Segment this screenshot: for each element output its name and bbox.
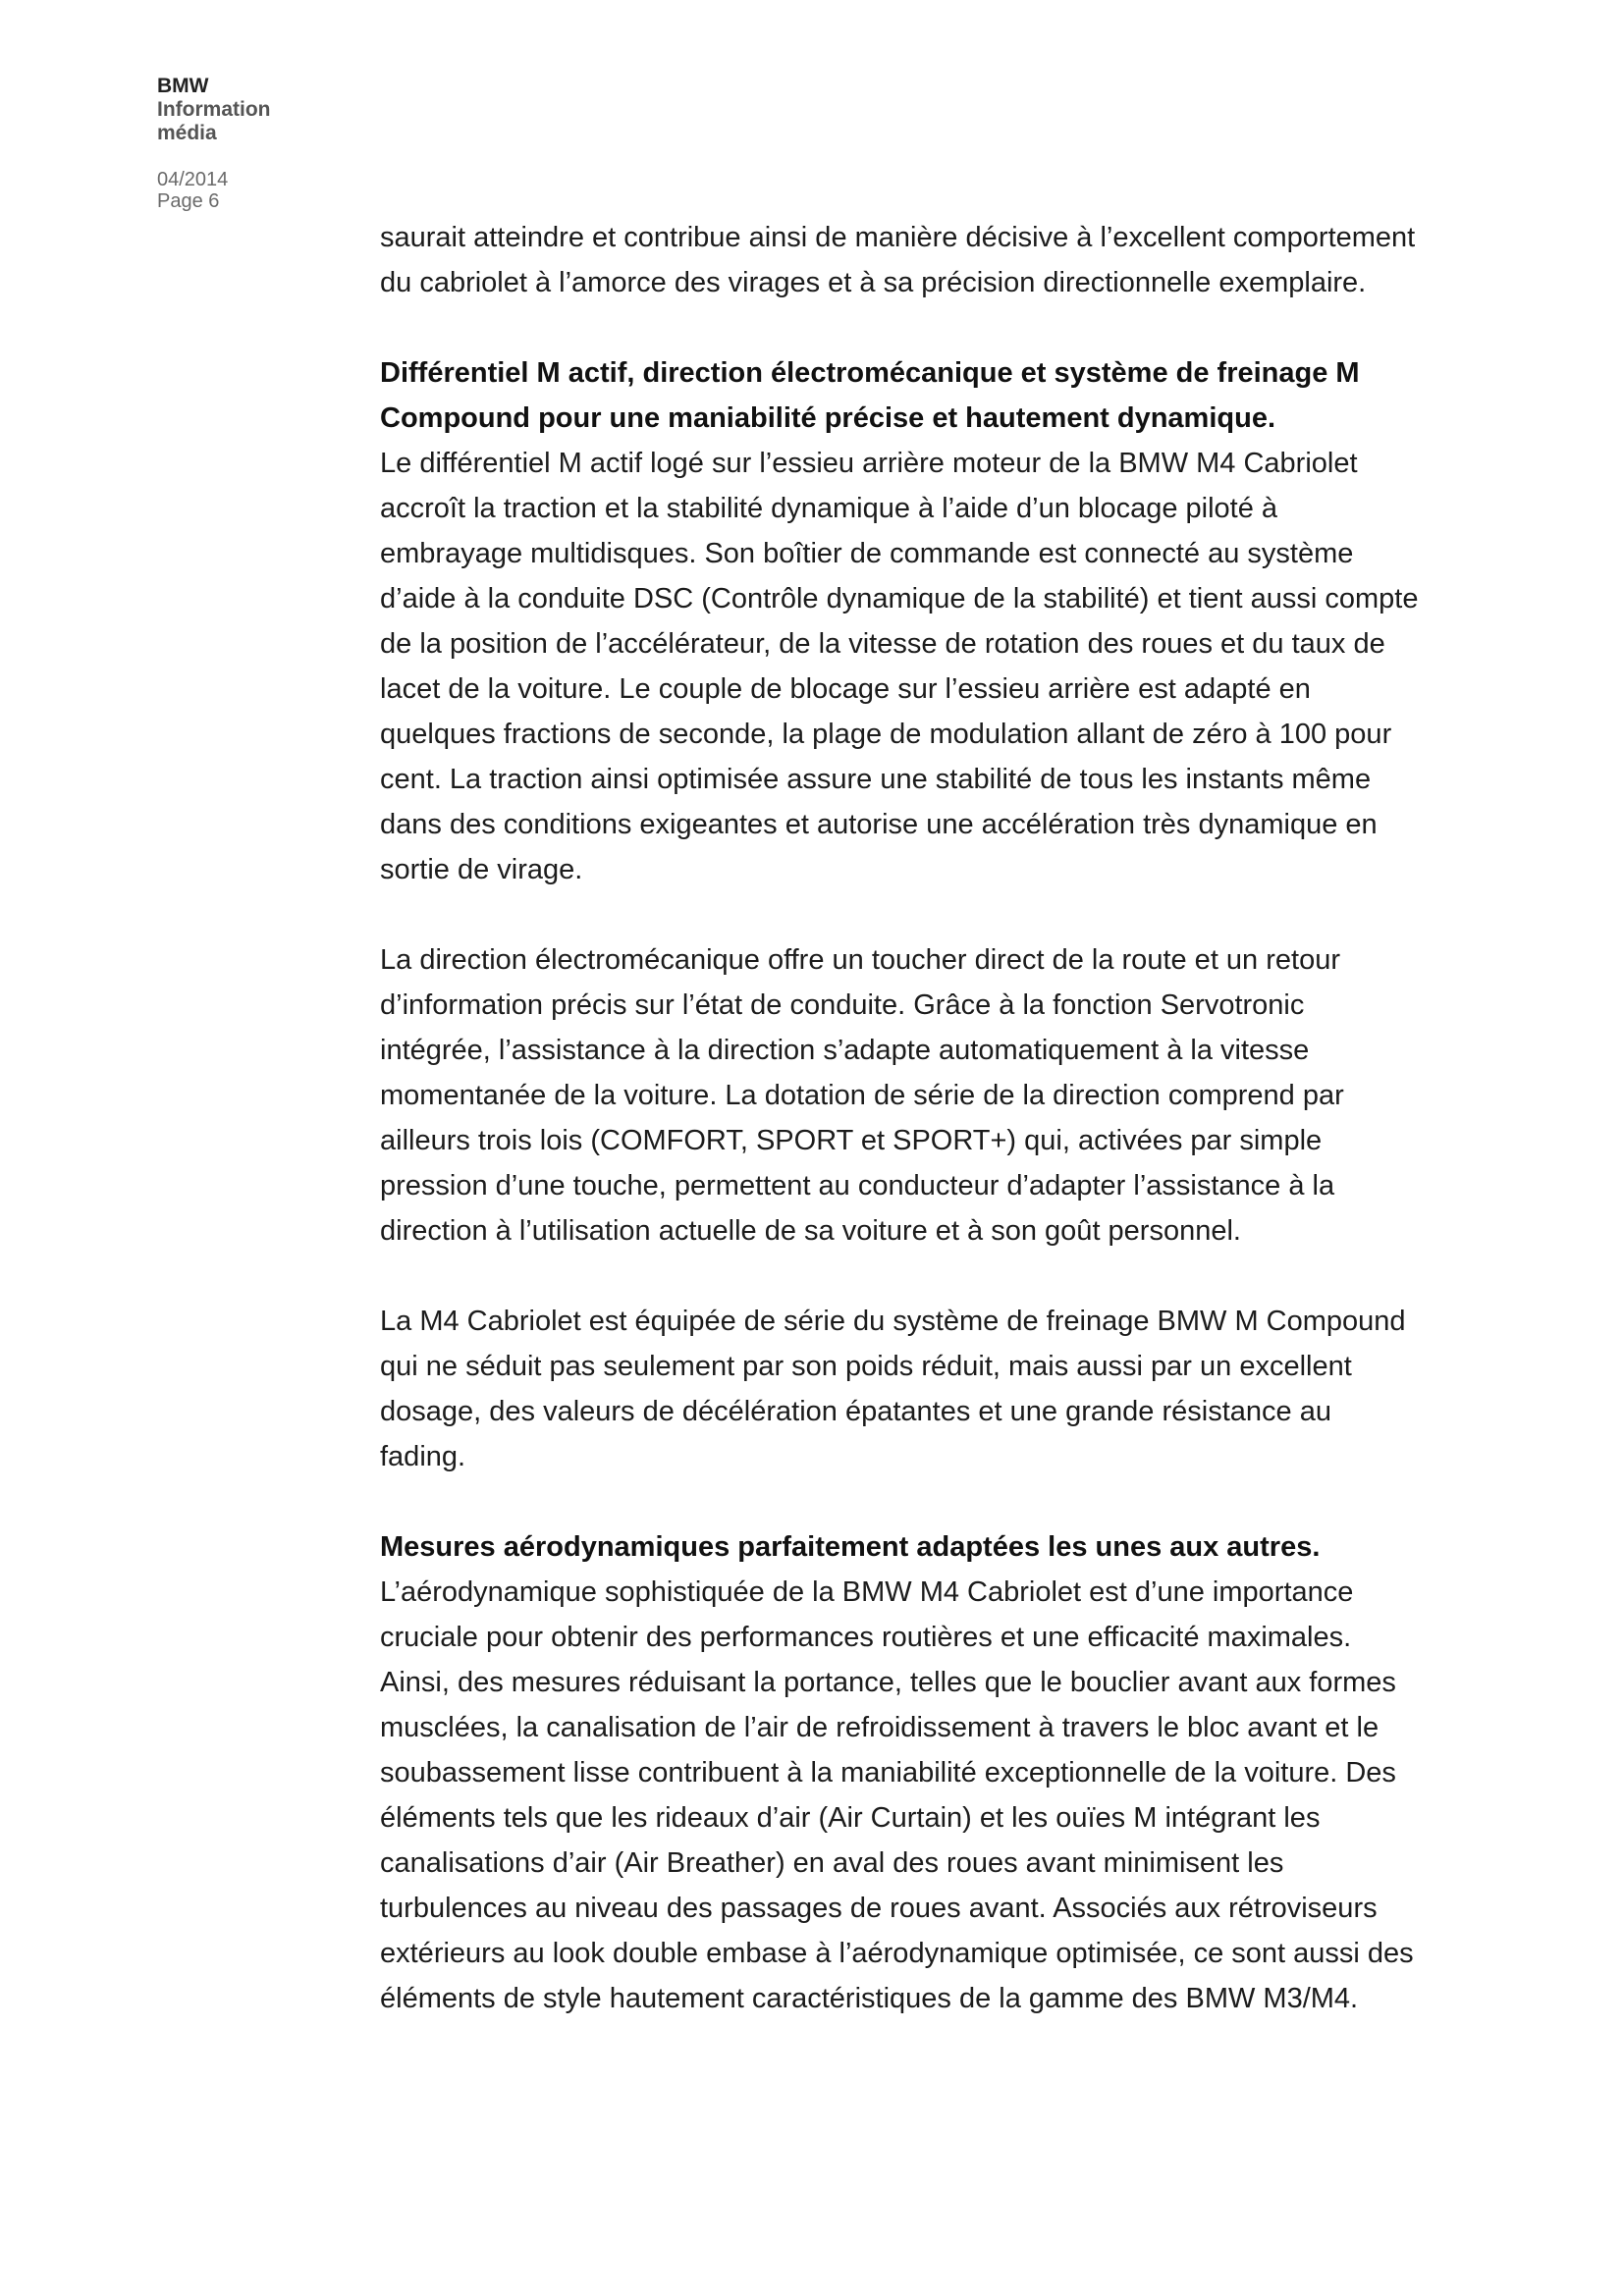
paragraph-differential: Le différentiel M actif logé sur l’essieu arrière moteur de la BMW M4 Cabriolet accroît la traction et la stabilité dynamique à l’aide d’un blocage piloté à embrayage multidisques. Son boîtier de commande est connecté au système d’aide à la conduite DSC (Contrôle dynamique de la stabilité) et tient aussi compte de la position de l’accélérateur, de la vitesse de rotation des roues et du taux de lacet de la voiture. Le couple de blocage sur l’essieu arrière est adapté en quelques fractions de seconde, la plage de modulation allant de zéro à 100 pour cent. La traction ainsi optimisée assure une stabilité de tous les instants même dans des conditions exigeantes et autorise une accélération très dynamique en sortie de virage.	[380, 448, 1419, 885]
spacer	[380, 305, 1421, 350]
section-heading-aerodynamics: Mesures aérodynamiques parfaitement adaptées les unes aux autres.	[380, 1531, 1321, 1563]
paragraph-steering: La direction électromécanique offre un toucher direct de la route et un retour d’information précis sur l’état de conduite. Grâce à la fonction Servotronic intégrée, l’assistance à la direction s’adapte automatiquement à la vitesse momentanée de la voiture. La dotation de série de la direction comprend par ailleurs trois lois (COMFORT, SPORT et SPORT+) qui, activées par simple pression d’une touche, permettent au conducteur d’adapter l’assistance à la direction à l’utilisation actuelle de sa voiture et à son goût personnel.	[380, 944, 1344, 1247]
document-date: 04/2014	[157, 169, 229, 190]
document-meta	[157, 169, 353, 212]
document-body	[380, 215, 1421, 2021]
spacer	[380, 892, 1421, 937]
brand-name: BMW	[157, 75, 209, 97]
page-number: Page 6	[157, 190, 220, 212]
department-line-1: Information	[157, 98, 271, 121]
paragraph-aerodynamics: L’aérodynamique sophistiquée de la BMW M4 Cabriolet est d’une importance cruciale pour obtenir des performances routières et une efficacité maximales. Ainsi, des mesures réduisant la portance, telles que le bouclier avant aux formes musclées, la canalisation de l’air de refroidissement à travers le bloc avant et le soubassement lisse contribuent à la maniabilité exceptionnelle de la voiture. Des éléments tels que les rideaux d’air (Air Curtain) et les ouïes M intégrant les canalisations d’air (Air Breather) en aval des roues avant minimisent les turbulences au niveau des passages de roues avant. Associés aux rétroviseurs extérieurs au look double embase à l’aérodynamique optimisée, ce sont aussi des éléments de style hautement caractéristiques de la gamme des BMW M3/M4.	[380, 1576, 1414, 2014]
department-line-2: média	[157, 122, 217, 144]
spacer	[380, 1479, 1421, 1524]
intro-paragraph: saurait atteindre et contribue ainsi de manière décisive à l’excellent comportement du cabriolet à l’amorce des virages et à sa précision directionnelle exemplaire.	[380, 222, 1416, 298]
paragraph-brakes: La M4 Cabriolet est équipée de série du système de freinage BMW M Compound qui ne séduit pas seulement par son poids réduit, mais aussi par un excellent dosage, des valeurs de décélération épatantes et une grande résistance au fading.	[380, 1306, 1406, 1472]
spacer	[380, 1254, 1421, 1299]
section-heading-differential: Différentiel M actif, direction électromécanique et système de freinage M Compound pour une maniabilité précise et hautement dynamique.	[380, 357, 1360, 434]
document-sidebar	[157, 75, 353, 212]
